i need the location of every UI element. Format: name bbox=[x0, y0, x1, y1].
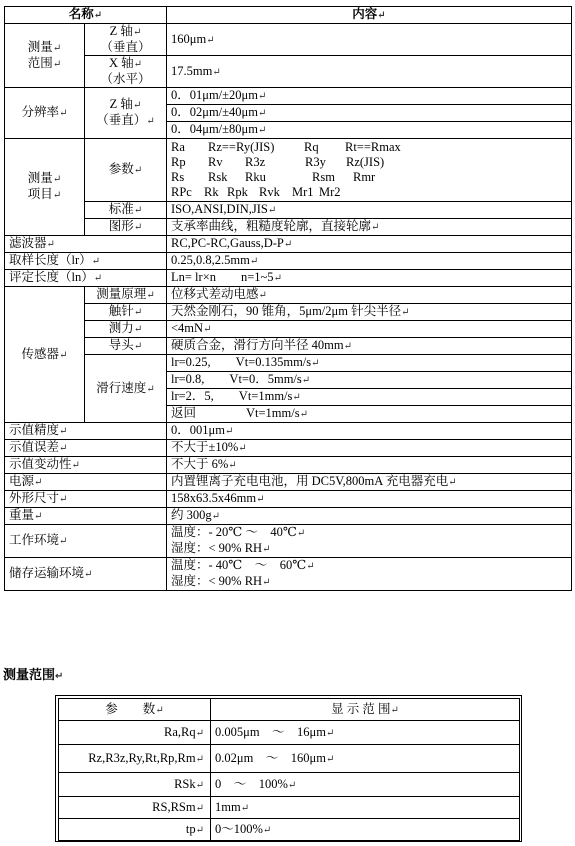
stylus-label: 触针↵ bbox=[85, 304, 167, 321]
params-label: 参数↵ bbox=[85, 139, 167, 202]
speed-value: lr=0.25, Vt=0.135mm/s↵ bbox=[167, 355, 572, 372]
params-list bbox=[167, 139, 572, 202]
resolution-label: 分辨率↵ bbox=[5, 88, 85, 139]
range-value: 0.005μm ～ 16μm↵ bbox=[211, 721, 520, 745]
range-header-row bbox=[59, 699, 520, 721]
sensor-speed-row-1 bbox=[5, 355, 572, 372]
principle-value: 位移式差动电感↵ bbox=[167, 287, 572, 304]
work-env-label: 工作环境↵ bbox=[5, 525, 167, 558]
speed-value: lr=0.8, Vt=0．5mm/s↵ bbox=[167, 372, 572, 389]
guide-value: 硬质合金，滑行方向半径 40mm↵ bbox=[167, 338, 572, 355]
guide-label: 导头↵ bbox=[85, 338, 167, 355]
power-value: 内置锂离子充电电池，用 DC5V,800mA 充电器充电↵ bbox=[167, 474, 572, 491]
eval-label: 评定长度（ln）↵ bbox=[5, 270, 167, 287]
graph-value: 支承率曲线，粗糙度轮廓，直接轮廓↵ bbox=[167, 219, 572, 236]
range-param: RS,RSm↵ bbox=[59, 797, 211, 819]
measure-items-label: 测量↵ 项目↵ bbox=[5, 139, 85, 236]
measure-range-label: 测量↵ 范围↵ bbox=[5, 24, 85, 88]
accuracy-label: 示值精度↵ bbox=[5, 423, 167, 440]
range-value: 0 ～ 100%↵ bbox=[211, 773, 520, 797]
resolution-axis-label: Z 轴↵ （垂直）↵ bbox=[85, 88, 167, 139]
x-axis-label: X 轴↵ （水平） bbox=[85, 56, 167, 88]
range-row bbox=[59, 721, 520, 745]
sensor-label: 传感器↵ bbox=[5, 287, 85, 423]
sensor-principle-row bbox=[5, 287, 572, 304]
accuracy-row bbox=[5, 423, 572, 440]
measure-range-x-row bbox=[5, 56, 572, 88]
eval-value: Ln= lr×n n=1~5↵ bbox=[167, 270, 572, 287]
error-label: 示值误差↵ bbox=[5, 440, 167, 457]
range-section-title: 测量范围↵ bbox=[3, 667, 64, 682]
resolution-row-1 bbox=[5, 88, 572, 105]
work-env-row bbox=[5, 525, 572, 558]
z-range-value: 160μm↵ bbox=[167, 24, 572, 56]
resolution-value: 0．04μm/±80μm↵ bbox=[167, 122, 572, 139]
filter-label: 滤波器↵ bbox=[5, 236, 167, 253]
storage-env-row bbox=[5, 558, 572, 591]
speed-label: 滑行速度↵ bbox=[85, 355, 167, 423]
standard-value: ISO,ANSI,DIN,JIS↵ bbox=[167, 202, 572, 219]
variability-label: 示值变动性↵ bbox=[5, 457, 167, 474]
force-label: 测力↵ bbox=[85, 321, 167, 338]
sampling-row bbox=[5, 253, 572, 270]
params-line: Rs Rsk Rku Rsm Rmr bbox=[171, 170, 376, 184]
principle-label: 测量原理↵ bbox=[85, 287, 167, 304]
range-param: Ra,Rq↵ bbox=[59, 721, 211, 745]
range-row bbox=[59, 797, 520, 819]
error-row bbox=[5, 440, 572, 457]
range-value: 0～100%↵ bbox=[211, 819, 520, 841]
z-axis-label: Z 轴↵ （垂直） bbox=[85, 24, 167, 56]
power-row bbox=[5, 474, 572, 491]
params-line: Rp Rv R3z R3y Rz(JIS) bbox=[171, 155, 385, 169]
range-param: RSk↵ bbox=[59, 773, 211, 797]
measure-range-z-row bbox=[5, 24, 572, 56]
x-range-value: 17.5mm↵ bbox=[167, 56, 572, 88]
filter-value: RC,PC-RC,Gauss,D-P↵ bbox=[167, 236, 572, 253]
eval-row bbox=[5, 270, 572, 287]
weight-row bbox=[5, 508, 572, 525]
speed-value: 返回 Vt=1mm/s↵ bbox=[167, 406, 572, 423]
storage-env-label: 储存运输环境↵ bbox=[5, 558, 167, 591]
sensor-stylus-row bbox=[5, 304, 572, 321]
range-value: 0.02μm ～ 160μm↵ bbox=[211, 745, 520, 773]
range-value: 1mm↵ bbox=[211, 797, 520, 819]
range-header-range: 显 示 范 围↵ bbox=[211, 699, 520, 721]
standard-label: 标准↵ bbox=[85, 202, 167, 219]
size-value: 158x63.5x46mm↵ bbox=[167, 491, 572, 508]
range-param: Rz,R3z,Ry,Rt,Rp,Rm↵ bbox=[59, 745, 211, 773]
range-row bbox=[59, 819, 520, 841]
size-label: 外形尺寸↵ bbox=[5, 491, 167, 508]
params-line: RPc Rk Rpk Rvk Mr1 Mr2 bbox=[171, 185, 341, 199]
range-table bbox=[58, 698, 520, 841]
sampling-label: 取样长度（lr）↵ bbox=[5, 253, 167, 270]
range-row bbox=[59, 773, 520, 797]
weight-value: 约 300g↵ bbox=[167, 508, 572, 525]
items-params-row bbox=[5, 139, 572, 202]
range-param: tp↵ bbox=[59, 819, 211, 841]
resolution-value: 0．02μm/±40μm↵ bbox=[167, 105, 572, 122]
items-graph-row bbox=[5, 219, 572, 236]
variability-value: 不大于 6%↵ bbox=[167, 457, 572, 474]
graph-label: 图形↵ bbox=[85, 219, 167, 236]
force-value: <4mN↵ bbox=[167, 321, 572, 338]
header-content: 内容↵ bbox=[167, 7, 572, 24]
resolution-value: 0．01μm/±20μm↵ bbox=[167, 88, 572, 105]
range-header-param: 参 数↵ bbox=[59, 699, 211, 721]
accuracy-value: 0．001μm↵ bbox=[167, 423, 572, 440]
weight-label: 重量↵ bbox=[5, 508, 167, 525]
power-label: 电源↵ bbox=[5, 474, 167, 491]
header-name: 名称↵ bbox=[5, 7, 167, 24]
stylus-value: 天然金刚石，90 锥角，5μm/2μm 针尖半径↵ bbox=[167, 304, 572, 321]
work-env-value: 温度：- 20℃ ～ 40℃↵ 湿度：< 90% RH↵ bbox=[167, 525, 572, 558]
sensor-force-row bbox=[5, 321, 572, 338]
spec-header-row bbox=[5, 7, 572, 24]
speed-value: lr=2．5, Vt=1mm/s↵ bbox=[167, 389, 572, 406]
filter-row bbox=[5, 236, 572, 253]
variability-row bbox=[5, 457, 572, 474]
sensor-guide-row bbox=[5, 338, 572, 355]
spec-table bbox=[4, 6, 572, 591]
sampling-value: 0.25,0.8,2.5mm↵ bbox=[167, 253, 572, 270]
storage-env-value: 温度：- 40℃ ～ 60℃↵ 湿度：< 90% RH↵ bbox=[167, 558, 572, 591]
items-standard-row bbox=[5, 202, 572, 219]
error-value: 不大于±10%↵ bbox=[167, 440, 572, 457]
params-line: Ra Rz==Ry(JIS) Rq Rt==Rmax bbox=[171, 140, 401, 154]
range-row bbox=[59, 745, 520, 773]
size-row bbox=[5, 491, 572, 508]
